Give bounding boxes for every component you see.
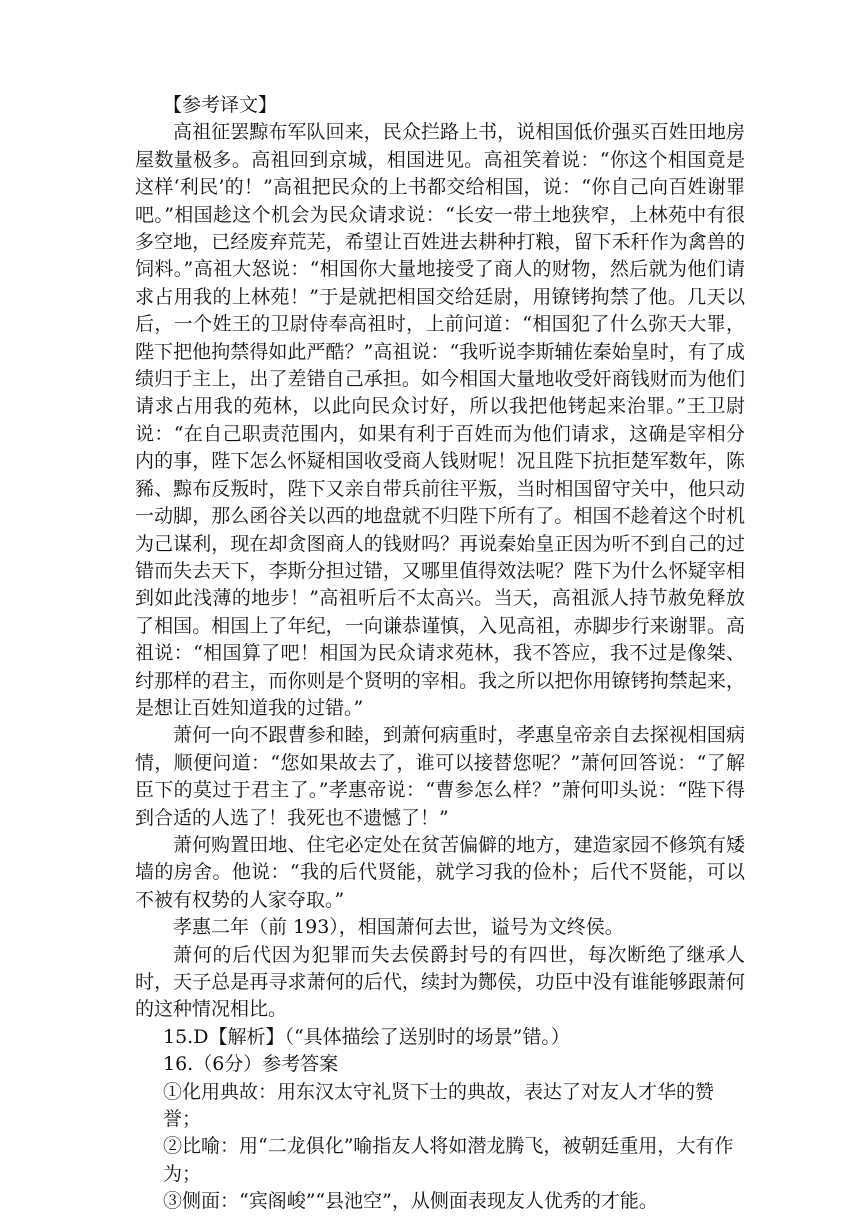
paragraph-translation-5: 萧何的后代因为犯罪而失去侯爵封号的有四世，每次断绝了继承人时，天子总是再寻求萧何的后代，续封为酂侯，功臣中没有谁能够跟萧何的这种情况相比。 <box>135 943 745 1021</box>
document-page <box>135 92 745 1216</box>
paragraph-translation-2: 萧何一向不跟曹参和睦，到萧何病重时，孝惠皇帝亲自去探视相国病情，顺便问道：“您如果故去了，谁可以接替您呢？”萧何回答说：“了解臣下的莫过于君主了。”孝惠帝说：“曹参怎么样？”萧何叩头说：“陛下得到合适的人选了！我死也不遗憾了！” <box>135 724 745 829</box>
paragraph-translation-1: 高祖征罢黥布军队回来，民众拦路上书，说相国低价强买百姓田地房屋数量极多。高祖回到京城，相国进见。高祖笑着说：“你这个相国竟是这样‘利民’的！”高祖把民众的上书都交给相国，说：“你自己向百姓谢罪吧。”相国趁这个机会为民众请求说：“长安一带土地狭窄，上林苑中有很多空地，已经废弃荒芜，希望让百姓进去耕种打粮，留下禾秆作为禽兽的饲料。”高祖大怒说：“相国你大量地接受了商人的财物，然后就为他们请求占用我的上林苑！”于是就把相国交给廷尉，用镣铐拘禁了他。几天以后，一个姓王的卫尉侍奉高祖时，上前问道：“相国犯了什么弥天大罪，陛下把他拘禁得如此严酷？”高祖说：“我听说李斯辅佐秦始皇时，有了成绩归于主上，出了差错自己承担。如今相国大量地收受奸商钱财而为他们请求占用我的苑林，以此向民众讨好，所以我把他铐起来治罪。”王卫尉说：“在自己职责范围内，如果有利于百姓而为他们请求，这确是宰相分内的事，陛下怎么怀疑相国收受商人钱财呢！况且陛下抗拒楚军数年，陈豨、黥布反叛时，陛下又亲自带兵前往平叛，当时相国留守关中，他只动一动脚，那么函谷关以西的地盘就不归陛下所有了。相国不趁着这个时机为己谋利，现在却贪图商人的钱财吗？再说秦始皇正因为听不到自己的过错而失去天下，李斯分担过错，又哪里值得效法呢？陛下为什么怀疑宰相到如此浅薄的地步！”高祖听后不太高兴。当天，高祖派人持节赦免释放了相国。相国上了年纪，一向谦恭谨慎，入见高祖，赤脚步行来谢罪。高祖说：“相国算了吧！相国为民众请求苑林，我不答应，我不过是像桀、纣那样的君主，而你则是个贤明的宰相。我之所以把你用镣铐拘禁起来，是想让百姓知道我的过错。” <box>135 121 745 719</box>
section-heading: 【参考译文】 <box>163 94 278 116</box>
question-16-title: 16.（6分）参考答案 <box>163 1053 339 1076</box>
question-15-answer: 15.D【解析】（“具体描绘了送别时的场景”错。） <box>163 1025 570 1048</box>
paragraph-translation-4: 孝惠二年（前 193），相国萧何去世，谥号为文终侯。 <box>173 916 624 939</box>
paragraph-translation-3: 萧何购置田地、住宅必定处在贫苦偏僻的地方，建造家园不修筑有矮墙的房舍。他说：“我的后代贤能，就学习我的俭朴；后代不贤能，可以不被有权势的人家夺取。” <box>135 833 745 911</box>
answer-item-3: ③侧面：“宾阁峻”“县池空”，从侧面表现友人优秀的才能。 <box>163 1190 658 1213</box>
answer-item-2: ②比喻：用“二龙俱化”喻指友人将如潜龙腾飞，被朝廷重用，大有作为； <box>163 1135 734 1185</box>
answer-item-1: ①化用典故：用东汉太守礼贤下士的典故，表达了对友人才华的赞誉； <box>163 1080 715 1131</box>
